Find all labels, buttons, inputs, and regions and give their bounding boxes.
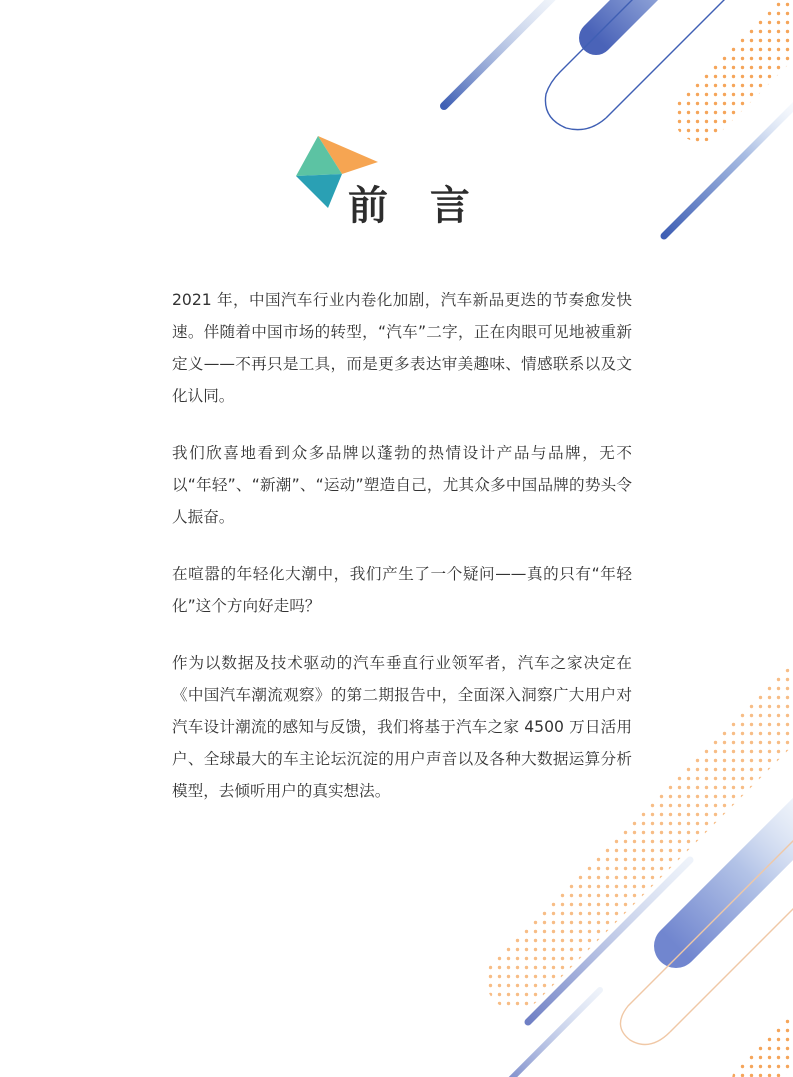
paragraph: 在喧嚣的年轻化大潮中，我们产生了一个疑问——真的只有“年轻化”这个方向好走吗？ [172,565,632,615]
page-title: 前 言 [348,183,484,229]
paragraph: 我们欣喜地看到众多品牌以蓬勃的热情设计产品与品牌，无不以“年轻”、“新潮”、“运动”塑造自己，尤其众多中国品牌的势头令人振奋。 [172,444,632,526]
paragraph: 2021 年，中国汽车行业内卷化加剧，汽车新品更迭的节奏愈发快速。伴随着中国市场的转型，“汽车”二字，正在肉眼可见地被重新定义——不再只是工具，而是更多表达审美趣味、情感联系以及文化认同。 [172,291,632,405]
paragraph: 作为以数据及技术驱动的汽车垂直行业领军者，汽车之家决定在《中国汽车潮流观察》的第二期报告中，全面深入洞察广大用户对汽车设计潮流的感知与反馈，我们将基于汽车之家 4500 万日活用户、全球最大的车主论坛沉淀的用户声音以及各种大数据运算分析模型，去倾听用户的真实想法。 [172,654,632,800]
preface-body [172,284,632,832]
